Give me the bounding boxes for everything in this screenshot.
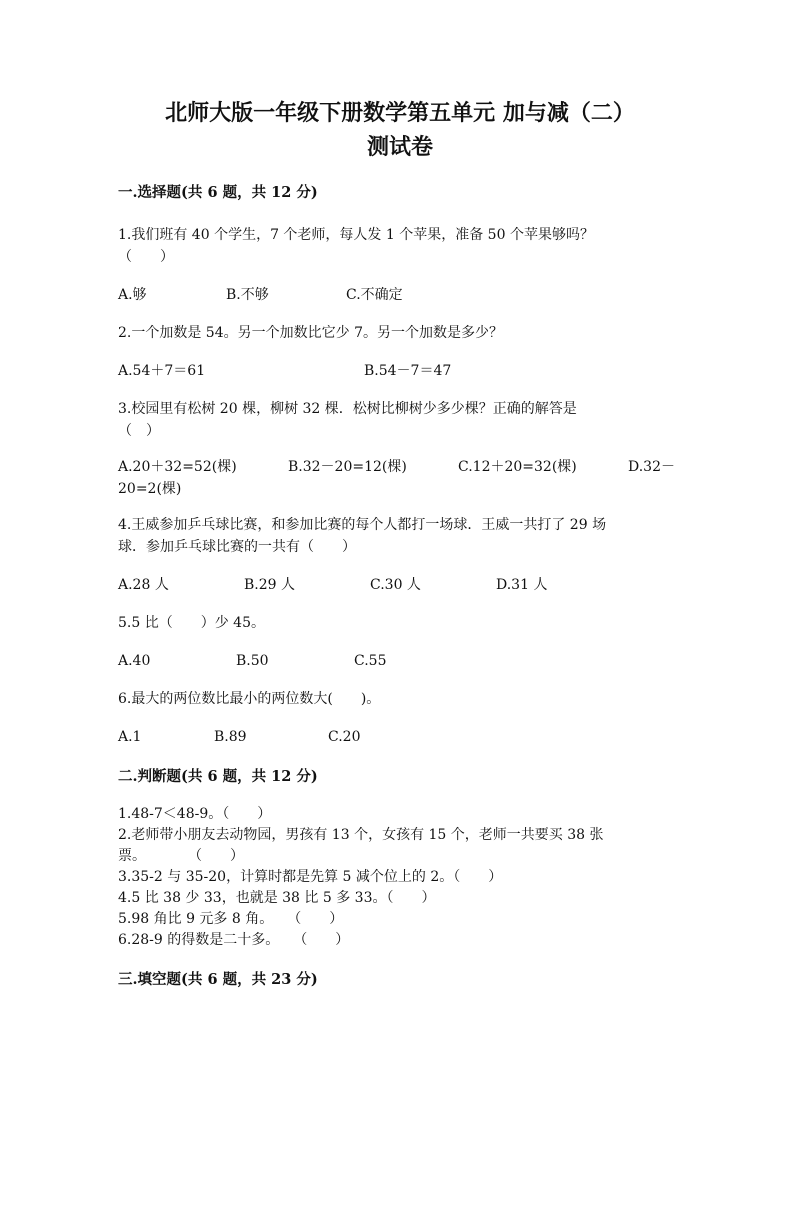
question-1 xyxy=(118,224,682,268)
question-text: 4.王威参加乒乓球比赛，和参加比赛的每个人都打一场球．王威一共打了 29 场 xyxy=(118,517,607,533)
tf-item-3: 3.35-2 与 35-20，计算时都是先算 5 减个位上的 2。（ ） xyxy=(118,869,503,885)
option-d-cont: 20=2(棵) xyxy=(118,481,182,497)
option-b[interactable]: B.不够 xyxy=(226,287,269,303)
question-5 xyxy=(118,612,682,634)
option-c[interactable]: C.20 xyxy=(328,729,361,745)
question-2 xyxy=(118,322,682,344)
option-c[interactable]: C.不确定 xyxy=(346,287,403,303)
options-q3 xyxy=(118,456,682,500)
tf-item-1: 1.48-7＜48-9。（ ） xyxy=(118,806,272,822)
options-q5 xyxy=(118,650,682,672)
option-b[interactable]: B.54－7＝47 xyxy=(364,363,452,379)
exam-subtitle: 测试卷 xyxy=(366,134,433,160)
options-q4 xyxy=(118,574,682,596)
option-a[interactable]: A.够 xyxy=(118,287,147,303)
tf-item-2: 2.老师带小朋友去动物园，男孩有 13 个，女孩有 15 个，老师一共要买 38 张 xyxy=(118,827,604,843)
options-q2 xyxy=(118,360,682,382)
question-text: 5.5 比（ ）少 45。 xyxy=(118,615,265,631)
tf-item-2-cont: 票。 （ ） xyxy=(118,848,244,864)
question-3 xyxy=(118,398,682,442)
question-text-cont: （ ） xyxy=(118,249,174,265)
options-q1 xyxy=(118,284,682,306)
option-a[interactable]: A.54＋7＝61 xyxy=(118,363,206,379)
options-q6 xyxy=(118,726,682,748)
question-6 xyxy=(118,688,682,710)
option-a[interactable]: A.40 xyxy=(118,653,151,669)
option-b[interactable]: B.32－20=12(棵) xyxy=(288,459,407,475)
tf-item-4: 4.5 比 38 少 33，也就是 38 比 5 多 33。（ ） xyxy=(118,890,436,906)
exam-page xyxy=(0,96,800,1228)
question-text-cont: （ ） xyxy=(118,423,160,439)
question-text: 2.一个加数是 54。另一个加数比它少 7。另一个加数是多少？ xyxy=(118,325,503,341)
question-text-cont: 球．参加乒乓球比赛的一共有（ ） xyxy=(118,539,356,555)
option-a[interactable]: A.20＋32=52(棵) xyxy=(118,459,237,475)
question-text: 1.我们班有 40 个学生，7 个老师，每人发 1 个苹果，准备 50 个苹果够吗？ xyxy=(118,227,594,243)
option-a[interactable]: A.28 人 xyxy=(118,577,169,593)
section-heading-true-false: 二.判断题(共 6 题，共 12 分) xyxy=(118,768,318,785)
tf-item-5: 5.98 角比 9 元多 8 角。 （ ） xyxy=(118,911,344,927)
option-b[interactable]: B.29 人 xyxy=(244,577,296,593)
exam-title: 北师大版一年级下册数学第五单元 加与减（二） xyxy=(165,100,635,126)
tf-item-6: 6.28-9 的得数是二十多。 （ ） xyxy=(118,932,350,948)
option-b[interactable]: B.50 xyxy=(236,653,269,669)
option-c[interactable]: C.30 人 xyxy=(370,577,421,593)
question-4 xyxy=(118,514,682,558)
option-d[interactable]: D.31 人 xyxy=(496,577,548,593)
section-heading-choice: 一.选择题(共 6 题，共 12 分) xyxy=(118,184,318,201)
question-text: 3.校园里有松树 20 棵，柳树 32 棵．松树比柳树少多少棵？正确的解答是 xyxy=(118,401,577,417)
option-a[interactable]: A.1 xyxy=(118,729,142,745)
section-heading-fill-blank: 三.填空题(共 6 题，共 23 分) xyxy=(118,971,318,988)
true-false-list xyxy=(118,804,682,951)
option-b[interactable]: B.89 xyxy=(214,729,247,745)
option-c[interactable]: C.55 xyxy=(354,653,387,669)
option-c[interactable]: C.12＋20=32(棵) xyxy=(458,459,577,475)
option-d[interactable]: D.32－ xyxy=(628,459,675,475)
question-text: 6.最大的两位数比最小的两位数大( )。 xyxy=(118,691,381,707)
